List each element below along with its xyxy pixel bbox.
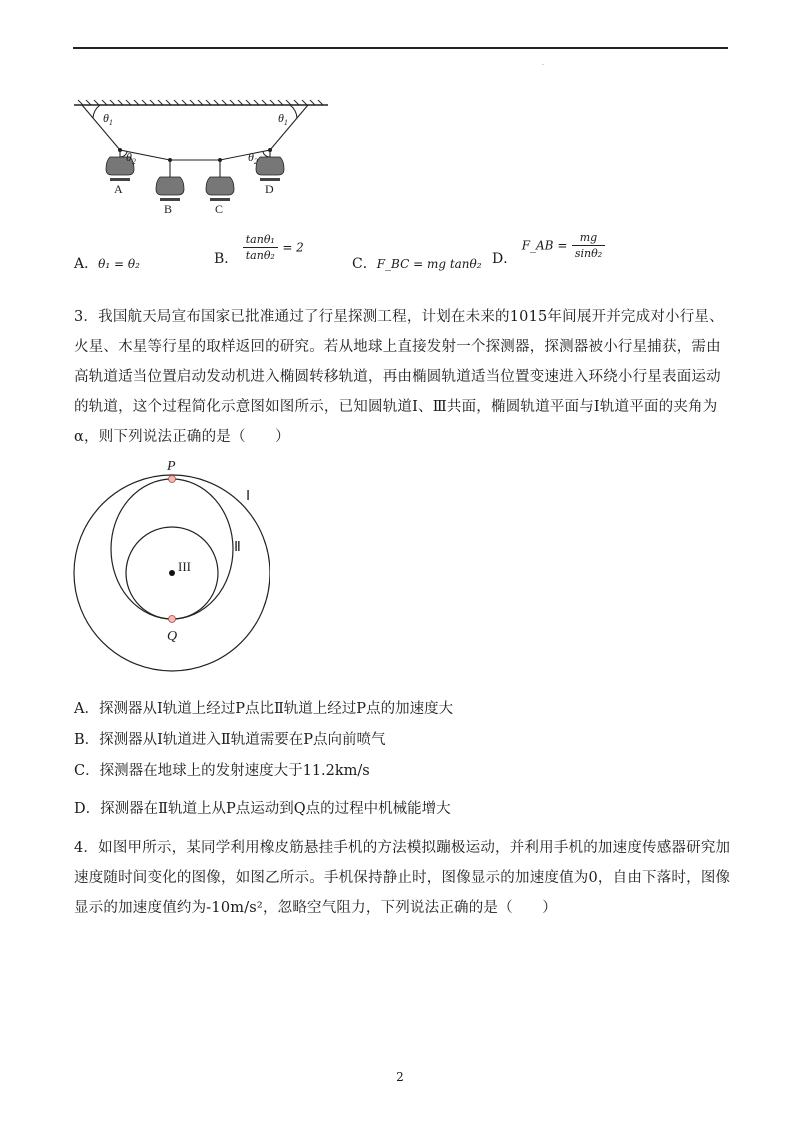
weight-D <box>256 157 284 181</box>
theta2-right-label: $\theta_2$ <box>248 150 258 166</box>
theta2-left-label: $\theta_2$ <box>126 150 136 166</box>
q3-option-c: C．探测器在地球上的发射速度大于11.2km/s <box>74 763 370 779</box>
theta1-right-label: $\theta_1$ <box>278 111 288 127</box>
q3-orbit-figure <box>70 455 270 675</box>
point-Q <box>169 616 176 623</box>
label-Q: Q <box>167 629 178 644</box>
label-orbit-II: Ⅱ <box>234 540 241 555</box>
header-rule <box>73 47 728 49</box>
label-D: D <box>265 182 274 196</box>
q2-option-d: D． F_AB = $\frac{mg}{\text{sinθ₂}}$ <box>492 231 605 260</box>
q2-weights-figure <box>70 95 332 220</box>
asteroid-center <box>169 570 175 576</box>
q2-option-b: B． $\frac{\text{tanθ₁}}{\text{tanθ₂}}$ = 2 <box>214 233 304 267</box>
label-P: P <box>167 459 176 474</box>
weight-C <box>206 177 234 201</box>
page-number: 2 <box>396 1070 404 1084</box>
q2-option-c: C．F_BC = mg tanθ₂ <box>352 256 482 272</box>
orbit-II <box>111 479 233 619</box>
q3-option-a: A．探测器从Ⅰ轨道上经过P点比Ⅱ轨道上经过P点的加速度大 <box>74 701 454 717</box>
ceiling <box>74 100 328 105</box>
q2-option-a: A．θ₁ = θ₂ <box>74 256 140 272</box>
label-C: C <box>215 202 224 216</box>
label-A: A <box>114 182 123 196</box>
q3-question-text: 3．我国航天局宣布国家已批准通过了行星探测工程，计划在未来的1015年间展开并完成对小行星、火星、木星等行星的取样返回的研究。若从地球上直接发射一个探测器，探测器被小行星捕获，需由高轨道适当位置启动发动机进入椭圆转移轨道，再由椭圆轨道适当位置变速进入环绕小行星表面运动的轨道，这个过程简化示意图如图所示，已知圆轨道Ⅰ、Ⅲ共面，椭圆轨道平面与Ⅰ轨道平面的夹角为α，则下列说法正确的是（ ） <box>74 309 724 445</box>
label-orbit-III: III <box>178 559 191 574</box>
corner-mark: . <box>542 60 544 67</box>
q3-option-b: B．探测器从Ⅰ轨道进入Ⅱ轨道需要在P点向前喷气 <box>74 732 386 748</box>
q3-option-d: D．探测器在Ⅱ轨道上从P点运动到Q点的过程中机械能增大 <box>74 801 451 817</box>
label-orbit-I: Ⅰ <box>246 489 251 504</box>
weight-B <box>156 177 184 201</box>
label-B: B <box>164 202 173 216</box>
theta1-left-label: $\theta_1$ <box>103 111 113 127</box>
q2-options <box>74 228 734 278</box>
point-P <box>169 476 176 483</box>
q4-question-text: 4．如图甲所示，某同学利用橡皮筋悬挂手机的方法模拟蹦极运动，并利用手机的加速度传感器研究加速度随时间变化的图像，如图乙所示。手机保持静止时，图像显示的加速度值为0，自由下落时，图像显示的加速度值约为-10m/s²，忽略空气阻力，下列说法正确的是（ ） <box>74 840 731 916</box>
